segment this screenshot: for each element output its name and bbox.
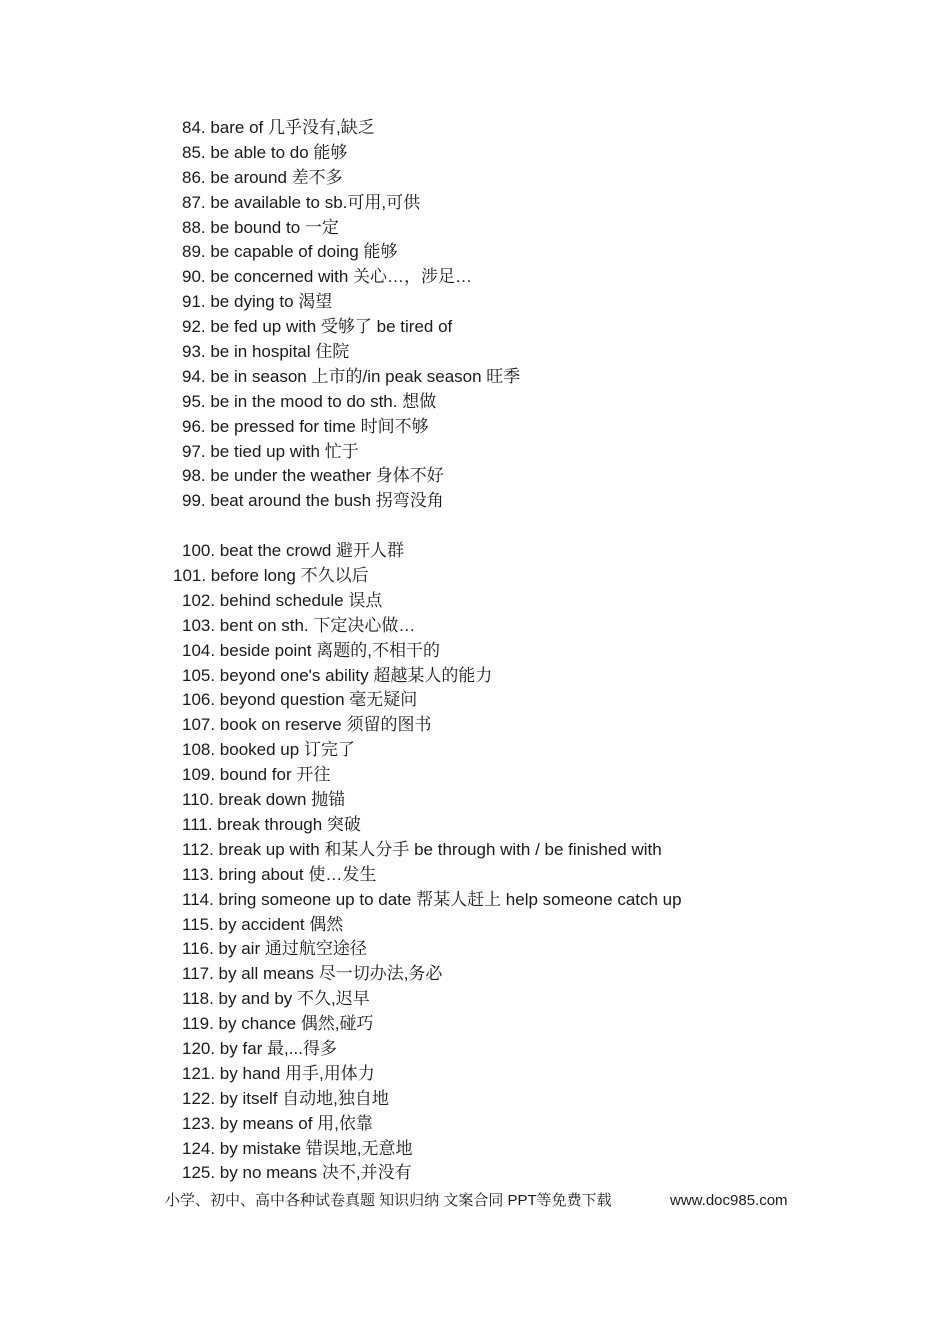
- list-item: 106. beyond question 毫无疑问: [182, 690, 418, 710]
- list-item: 100. beat the crowd 避开人群: [182, 541, 405, 561]
- list-item: 99. beat around the bush 拐弯没角: [182, 491, 444, 511]
- footer-text: 小学、初中、高中各种试卷真题 知识归纳 文案合同 PPT等免费下载: [165, 1192, 612, 1209]
- list-item: 107. book on reserve 须留的图书: [182, 715, 432, 735]
- list-item: 94. be in season 上市的/in peak season 旺季: [182, 366, 521, 386]
- list-item: 102. behind schedule 误点: [182, 590, 383, 610]
- list-item: 115. by accident 偶然: [182, 914, 344, 934]
- blank-line: [0, 514, 950, 539]
- list-item: 119. by chance 偶然,碰巧: [182, 1014, 374, 1034]
- list-item: 93. be in hospital 住院: [182, 342, 350, 362]
- list-item: 92. be fed up with 受够了 be tired of: [182, 317, 453, 337]
- list-item: 90. be concerned with 关心…，涉足…: [182, 267, 473, 287]
- list-item: 95. be in the mood to do sth. 想做: [182, 391, 437, 411]
- list-item: 98. be under the weather 身体不好: [182, 466, 444, 486]
- list-item: 112. break up with 和某人分手 be through with / be finished with: [182, 839, 662, 859]
- list-item: 108. booked up 订完了: [182, 740, 355, 760]
- list-item: 113. bring about 使…发生: [182, 864, 377, 884]
- list-item: 110. break down 抛锚: [182, 790, 346, 810]
- list-item: 117. by all means 尽一切办法,务必: [182, 964, 443, 984]
- list-item: 104. beside point 离题的,不相干的: [182, 640, 440, 660]
- list-item: 87. be available to sb.可用,可供: [182, 192, 421, 212]
- list-item: 123. by means of 用,依靠: [182, 1113, 373, 1133]
- list-item: 111. break through 突破: [182, 814, 361, 834]
- list-item: 91. be dying to 渴望: [182, 292, 333, 312]
- list-item: 89. be capable of doing 能够: [182, 242, 398, 262]
- list-item: 120. by far 最,...得多: [182, 1038, 337, 1058]
- list-item: 86. be around 差不多: [182, 167, 343, 187]
- list-item: 114. bring someone up to date 帮某人赶上 help someone catch up: [182, 889, 682, 909]
- list-item: 88. be bound to 一定: [182, 217, 339, 237]
- phrase-list: [0, 116, 950, 1186]
- page-footer: [165, 1189, 950, 1213]
- list-item: 101. before long 不久以后: [173, 566, 369, 586]
- list-item: 84. bare of 几乎没有,缺乏: [182, 118, 375, 137]
- list-item: 109. bound for 开往: [182, 765, 331, 785]
- list-item: 116. by air 通过航空途径: [182, 939, 367, 959]
- list-item: 97. be tied up with 忙于: [182, 441, 359, 461]
- list-item: 105. beyond one's ability 超越某人的能力: [182, 665, 493, 685]
- list-item: 85. be able to do 能够: [182, 142, 348, 162]
- footer-site-link[interactable]: www.doc985.com: [670, 1192, 788, 1209]
- list-item: 124. by mistake 错误地,无意地: [182, 1138, 413, 1158]
- list-item: 121. by hand 用手,用体力: [182, 1063, 375, 1083]
- list-item: 125. by no means 决不,并没有: [182, 1163, 412, 1183]
- list-item: 96. be pressed for time 时间不够: [182, 416, 429, 436]
- list-item: 118. by and by 不久,迟早: [182, 989, 370, 1009]
- list-item: 122. by itself 自动地,独自地: [182, 1088, 389, 1108]
- list-item: 103. bent on sth. 下定决心做…: [182, 615, 416, 635]
